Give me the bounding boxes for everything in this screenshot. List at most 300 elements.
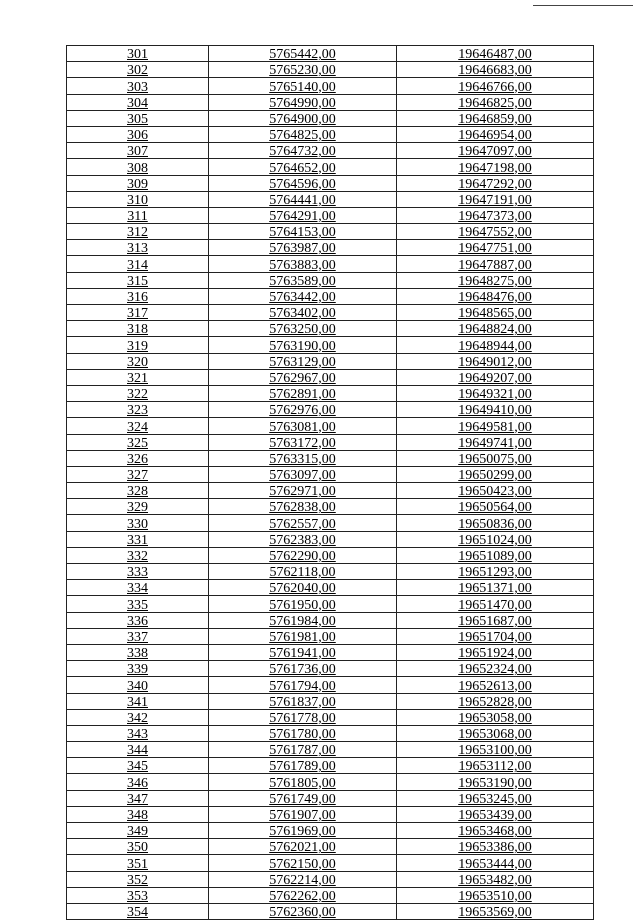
point-number-cell-text: 323: [127, 403, 148, 418]
table-row: [67, 887, 594, 903]
y-coordinate-cell-text: 19651024,00: [458, 532, 532, 548]
table-row: [67, 677, 594, 693]
x-coordinate-cell-text: 5763081,00: [269, 419, 336, 434]
point-number-cell: [67, 256, 209, 272]
y-coordinate-cell-text: 19650299,00: [458, 468, 532, 483]
y-coordinate-cell-text: 19653245,00: [458, 791, 532, 807]
x-coordinate-cell-text: 5761780,00: [269, 727, 336, 742]
y-coordinate-cell: [397, 693, 594, 709]
y-coordinate-cell-text: 19649321,00: [458, 387, 532, 402]
y-coordinate-cell-text: 19653386,00: [458, 840, 532, 855]
point-number-cell-text: 325: [127, 435, 148, 451]
y-coordinate-cell: [397, 175, 594, 191]
y-coordinate-cell-text: 19651089,00: [458, 549, 532, 564]
x-coordinate-cell-text: 5762971,00: [269, 484, 336, 499]
point-number-cell-text: 304: [127, 95, 148, 111]
x-coordinate-cell-text: 5762118,00: [269, 565, 336, 580]
table-row: [67, 564, 594, 580]
x-coordinate-cell-text: 5763129,00: [269, 354, 336, 370]
point-number-cell: [67, 240, 209, 256]
table-row: [67, 806, 594, 822]
x-coordinate-cell-text: 5765230,00: [269, 63, 336, 78]
x-coordinate-cell-text: 5762021,00: [269, 840, 336, 855]
x-coordinate-cell: [209, 159, 397, 175]
point-number-cell-text: 328: [127, 484, 148, 499]
y-coordinate-cell-text: 19649581,00: [458, 419, 532, 434]
y-coordinate-cell: [397, 903, 594, 919]
point-number-cell: [67, 596, 209, 612]
x-coordinate-cell-text: 5763097,00: [269, 468, 336, 483]
point-number-cell-text: 336: [127, 613, 148, 629]
y-coordinate-cell: [397, 774, 594, 790]
y-coordinate-cell-text: 19652613,00: [458, 678, 532, 693]
point-number-cell-text: 344: [127, 743, 148, 758]
point-number-cell: [67, 531, 209, 547]
x-coordinate-cell: [209, 126, 397, 142]
point-number-cell: [67, 110, 209, 126]
x-coordinate-cell: [209, 240, 397, 256]
point-number-cell: [67, 305, 209, 321]
y-coordinate-cell: [397, 547, 594, 563]
y-coordinate-cell-text: 19651704,00: [458, 629, 532, 645]
point-number-cell: [67, 434, 209, 450]
x-coordinate-cell: [209, 774, 397, 790]
x-coordinate-cell-text: 5764441,00: [269, 192, 336, 208]
x-coordinate-cell: [209, 709, 397, 725]
y-coordinate-cell-text: 19646954,00: [458, 128, 532, 143]
table-row: [67, 742, 594, 758]
y-coordinate-cell: [397, 78, 594, 94]
point-number-cell: [67, 46, 209, 62]
y-coordinate-cell-text: 19653100,00: [458, 743, 532, 758]
y-coordinate-cell-text: 19649207,00: [458, 370, 532, 386]
table-row: [67, 272, 594, 288]
point-number-cell: [67, 224, 209, 240]
x-coordinate-cell: [209, 693, 397, 709]
point-number-cell-text: 349: [127, 824, 148, 839]
x-coordinate-cell: [209, 628, 397, 644]
x-coordinate-cell-text: 5761736,00: [269, 662, 336, 677]
point-number-cell: [67, 661, 209, 677]
y-coordinate-cell: [397, 62, 594, 78]
point-number-cell: [67, 580, 209, 596]
point-number-cell-text: 329: [127, 500, 148, 515]
point-number-cell: [67, 288, 209, 304]
x-coordinate-cell: [209, 725, 397, 741]
x-coordinate-cell-text: 5761950,00: [269, 597, 336, 613]
table-row: [67, 321, 594, 337]
y-coordinate-cell: [397, 369, 594, 385]
point-number-cell-text: 330: [127, 516, 148, 532]
y-coordinate-cell: [397, 839, 594, 855]
point-number-cell: [67, 191, 209, 207]
point-number-cell-text: 302: [127, 63, 148, 78]
x-coordinate-cell: [209, 353, 397, 369]
x-coordinate-cell-text: 5761794,00: [269, 678, 336, 693]
table-row: [67, 628, 594, 644]
point-number-cell: [67, 466, 209, 482]
x-coordinate-cell-text: 5762976,00: [269, 403, 336, 418]
point-number-cell: [67, 612, 209, 628]
point-number-cell-text: 332: [127, 549, 148, 564]
y-coordinate-cell: [397, 94, 594, 110]
y-coordinate-cell: [397, 240, 594, 256]
x-coordinate-cell: [209, 790, 397, 806]
point-number-cell-text: 310: [127, 192, 148, 208]
x-coordinate-cell-text: 5763315,00: [269, 451, 336, 467]
point-number-cell: [67, 693, 209, 709]
y-coordinate-cell-text: 19648944,00: [458, 338, 532, 354]
table-row: [67, 725, 594, 741]
y-coordinate-cell: [397, 466, 594, 482]
point-number-cell: [67, 547, 209, 563]
x-coordinate-cell: [209, 677, 397, 693]
y-coordinate-cell-text: 19648824,00: [458, 322, 532, 337]
point-number-cell: [67, 94, 209, 110]
y-coordinate-cell-text: 19650423,00: [458, 484, 532, 499]
point-number-cell-text: 306: [127, 128, 148, 143]
x-coordinate-cell-text: 5763987,00: [269, 241, 336, 256]
point-number-cell: [67, 369, 209, 385]
coordinates-table-body: [67, 46, 594, 920]
point-number-cell-text: 319: [127, 338, 148, 354]
x-coordinate-cell-text: 5761837,00: [269, 694, 336, 710]
y-coordinate-cell-text: 19646859,00: [458, 111, 532, 127]
x-coordinate-cell: [209, 596, 397, 612]
point-number-cell-text: 354: [127, 905, 148, 920]
point-number-cell: [67, 758, 209, 774]
x-coordinate-cell: [209, 402, 397, 418]
point-number-cell: [67, 628, 209, 644]
x-coordinate-cell-text: 5761941,00: [269, 646, 336, 661]
y-coordinate-cell: [397, 207, 594, 223]
table-row: [67, 175, 594, 191]
x-coordinate-cell: [209, 288, 397, 304]
y-coordinate-cell-text: 19651924,00: [458, 646, 532, 661]
y-coordinate-cell-text: 19647552,00: [458, 225, 532, 240]
point-number-cell: [67, 499, 209, 515]
y-coordinate-cell-text: 19646766,00: [458, 79, 532, 95]
x-coordinate-cell: [209, 483, 397, 499]
point-number-cell-text: 338: [127, 646, 148, 661]
y-coordinate-cell-text: 19653112,00: [458, 759, 532, 774]
point-number-cell-text: 305: [127, 111, 148, 127]
y-coordinate-cell: [397, 742, 594, 758]
y-coordinate-cell: [397, 515, 594, 531]
x-coordinate-cell-text: 5762891,00: [269, 387, 336, 402]
x-coordinate-cell: [209, 369, 397, 385]
point-number-cell-text: 322: [127, 387, 148, 402]
point-number-cell-text: 308: [127, 160, 148, 175]
x-coordinate-cell-text: 5763190,00: [269, 338, 336, 354]
point-number-cell: [67, 644, 209, 660]
y-coordinate-cell-text: 19649741,00: [458, 435, 532, 451]
y-coordinate-cell: [397, 758, 594, 774]
point-number-cell: [67, 839, 209, 855]
table-row: [67, 434, 594, 450]
point-number-cell: [67, 78, 209, 94]
y-coordinate-cell: [397, 855, 594, 871]
x-coordinate-cell: [209, 62, 397, 78]
x-coordinate-cell-text: 5761969,00: [269, 824, 336, 839]
point-number-cell-text: 311: [127, 209, 148, 224]
x-coordinate-cell-text: 5764652,00: [269, 160, 336, 175]
header-rule: [533, 5, 633, 6]
table-row: [67, 288, 594, 304]
point-number-cell-text: 334: [127, 581, 148, 596]
y-coordinate-cell: [397, 806, 594, 822]
y-coordinate-cell-text: 19651687,00: [458, 613, 532, 629]
point-number-cell-text: 313: [127, 241, 148, 256]
table-row: [67, 547, 594, 563]
table-row: [67, 499, 594, 515]
y-coordinate-cell: [397, 272, 594, 288]
y-coordinate-cell-text: 19647097,00: [458, 144, 532, 159]
y-coordinate-cell-text: 19653444,00: [458, 856, 532, 872]
x-coordinate-cell: [209, 272, 397, 288]
y-coordinate-cell-text: 19653468,00: [458, 824, 532, 839]
x-coordinate-cell: [209, 580, 397, 596]
x-coordinate-cell: [209, 644, 397, 660]
table-row: [67, 143, 594, 159]
y-coordinate-cell: [397, 402, 594, 418]
y-coordinate-cell-text: 19653068,00: [458, 727, 532, 742]
point-number-cell-text: 350: [127, 840, 148, 855]
y-coordinate-cell: [397, 531, 594, 547]
x-coordinate-cell: [209, 337, 397, 353]
point-number-cell: [67, 143, 209, 159]
x-coordinate-cell-text: 5761984,00: [269, 613, 336, 629]
y-coordinate-cell: [397, 580, 594, 596]
point-number-cell-text: 303: [127, 79, 148, 95]
x-coordinate-cell: [209, 385, 397, 401]
table-row: [67, 903, 594, 919]
x-coordinate-cell-text: 5761805,00: [269, 775, 336, 791]
x-coordinate-cell: [209, 871, 397, 887]
x-coordinate-cell: [209, 94, 397, 110]
point-number-cell: [67, 564, 209, 580]
y-coordinate-cell: [397, 191, 594, 207]
x-coordinate-cell: [209, 321, 397, 337]
table-row: [67, 369, 594, 385]
y-coordinate-cell-text: 19650075,00: [458, 451, 532, 467]
table-row: [67, 790, 594, 806]
y-coordinate-cell-text: 19651371,00: [458, 581, 532, 596]
point-number-cell: [67, 790, 209, 806]
x-coordinate-cell: [209, 806, 397, 822]
y-coordinate-cell: [397, 126, 594, 142]
x-coordinate-cell: [209, 499, 397, 515]
x-coordinate-cell: [209, 742, 397, 758]
x-coordinate-cell: [209, 839, 397, 855]
table-row: [67, 207, 594, 223]
x-coordinate-cell: [209, 46, 397, 62]
point-number-cell: [67, 353, 209, 369]
table-row: [67, 450, 594, 466]
y-coordinate-cell-text: 19646683,00: [458, 63, 532, 78]
y-coordinate-cell: [397, 499, 594, 515]
y-coordinate-cell-text: 19650564,00: [458, 500, 532, 515]
x-coordinate-cell-text: 5764825,00: [269, 128, 336, 143]
x-coordinate-cell-text: 5764732,00: [269, 144, 336, 159]
point-number-cell-text: 315: [127, 273, 148, 289]
point-number-cell: [67, 677, 209, 693]
x-coordinate-cell: [209, 515, 397, 531]
x-coordinate-cell: [209, 887, 397, 903]
x-coordinate-cell-text: 5762150,00: [269, 856, 336, 872]
x-coordinate-cell-text: 5763442,00: [269, 290, 336, 305]
y-coordinate-cell: [397, 823, 594, 839]
point-number-cell: [67, 823, 209, 839]
point-number-cell: [67, 855, 209, 871]
x-coordinate-cell-text: 5762967,00: [269, 370, 336, 386]
x-coordinate-cell-text: 5761787,00: [269, 743, 336, 758]
x-coordinate-cell-text: 5761981,00: [269, 629, 336, 645]
y-coordinate-cell: [397, 143, 594, 159]
y-coordinate-cell: [397, 871, 594, 887]
y-coordinate-cell: [397, 725, 594, 741]
table-row: [67, 596, 594, 612]
y-coordinate-cell-text: 19651293,00: [458, 565, 532, 580]
point-number-cell: [67, 337, 209, 353]
point-number-cell: [67, 385, 209, 401]
y-coordinate-cell: [397, 483, 594, 499]
x-coordinate-cell: [209, 143, 397, 159]
x-coordinate-cell-text: 5764291,00: [269, 209, 336, 224]
x-coordinate-cell-text: 5761778,00: [269, 710, 336, 726]
y-coordinate-cell: [397, 385, 594, 401]
coordinates-table-container: [66, 45, 593, 920]
point-number-cell-text: 307: [127, 144, 148, 159]
y-coordinate-cell: [397, 418, 594, 434]
y-coordinate-cell: [397, 596, 594, 612]
coordinates-table: [66, 45, 594, 920]
y-coordinate-cell-text: 19653190,00: [458, 775, 532, 791]
y-coordinate-cell-text: 19653510,00: [458, 888, 532, 904]
table-row: [67, 256, 594, 272]
y-coordinate-cell: [397, 790, 594, 806]
point-number-cell-text: 341: [127, 694, 148, 710]
point-number-cell: [67, 774, 209, 790]
table-row: [67, 871, 594, 887]
point-number-cell: [67, 272, 209, 288]
x-coordinate-cell-text: 5762838,00: [269, 500, 336, 515]
x-coordinate-cell-text: 5762360,00: [269, 905, 336, 920]
point-number-cell-text: 321: [127, 370, 148, 386]
x-coordinate-cell-text: 5762290,00: [269, 549, 336, 564]
x-coordinate-cell-text: 5762040,00: [269, 581, 336, 596]
point-number-cell: [67, 62, 209, 78]
x-coordinate-cell-text: 5761907,00: [269, 808, 336, 823]
y-coordinate-cell: [397, 321, 594, 337]
y-coordinate-cell-text: 19648476,00: [458, 290, 532, 305]
y-coordinate-cell-text: 19653482,00: [458, 872, 532, 888]
table-row: [67, 337, 594, 353]
y-coordinate-cell: [397, 612, 594, 628]
y-coordinate-cell-text: 19647191,00: [458, 192, 532, 208]
x-coordinate-cell: [209, 466, 397, 482]
point-number-cell-text: 353: [127, 888, 148, 904]
point-number-cell: [67, 903, 209, 919]
x-coordinate-cell-text: 5763250,00: [269, 322, 336, 337]
y-coordinate-cell-text: 19653569,00: [458, 905, 532, 920]
y-coordinate-cell: [397, 661, 594, 677]
x-coordinate-cell: [209, 661, 397, 677]
y-coordinate-cell-text: 19653439,00: [458, 808, 532, 823]
point-number-cell-text: 318: [127, 322, 148, 337]
x-coordinate-cell: [209, 855, 397, 871]
y-coordinate-cell: [397, 46, 594, 62]
point-number-cell: [67, 402, 209, 418]
x-coordinate-cell: [209, 758, 397, 774]
x-coordinate-cell: [209, 256, 397, 272]
point-number-cell: [67, 126, 209, 142]
x-coordinate-cell: [209, 175, 397, 191]
y-coordinate-cell-text: 19650836,00: [458, 516, 532, 532]
x-coordinate-cell: [209, 418, 397, 434]
x-coordinate-cell: [209, 564, 397, 580]
table-row: [67, 305, 594, 321]
point-number-cell: [67, 725, 209, 741]
table-row: [67, 580, 594, 596]
point-number-cell-text: 301: [127, 47, 148, 62]
point-number-cell: [67, 742, 209, 758]
x-coordinate-cell: [209, 903, 397, 919]
point-number-cell-text: 335: [127, 597, 148, 613]
table-row: [67, 385, 594, 401]
point-number-cell: [67, 806, 209, 822]
table-row: [67, 823, 594, 839]
table-row: [67, 709, 594, 725]
y-coordinate-cell: [397, 628, 594, 644]
table-row: [67, 110, 594, 126]
table-row: [67, 693, 594, 709]
y-coordinate-cell: [397, 288, 594, 304]
point-number-cell-text: 351: [127, 856, 148, 872]
y-coordinate-cell: [397, 110, 594, 126]
x-coordinate-cell-text: 5762262,00: [269, 888, 336, 904]
x-coordinate-cell: [209, 531, 397, 547]
point-number-cell: [67, 709, 209, 725]
point-number-cell-text: 333: [127, 565, 148, 580]
point-number-cell-text: 337: [127, 629, 148, 645]
x-coordinate-cell-text: 5765442,00: [269, 47, 336, 62]
table-row: [67, 191, 594, 207]
y-coordinate-cell-text: 19647198,00: [458, 160, 532, 175]
x-coordinate-cell: [209, 207, 397, 223]
point-number-cell: [67, 483, 209, 499]
x-coordinate-cell-text: 5763402,00: [269, 306, 336, 321]
y-coordinate-cell: [397, 305, 594, 321]
y-coordinate-cell-text: 19649012,00: [458, 354, 532, 370]
point-number-cell-text: 348: [127, 808, 148, 823]
x-coordinate-cell: [209, 823, 397, 839]
x-coordinate-cell: [209, 110, 397, 126]
table-row: [67, 483, 594, 499]
point-number-cell: [67, 175, 209, 191]
x-coordinate-cell-text: 5763589,00: [269, 273, 336, 289]
y-coordinate-cell-text: 19647373,00: [458, 209, 532, 224]
x-coordinate-cell: [209, 434, 397, 450]
y-coordinate-cell: [397, 564, 594, 580]
table-row: [67, 240, 594, 256]
point-number-cell-text: 312: [127, 225, 148, 240]
point-number-cell-text: 316: [127, 290, 148, 305]
x-coordinate-cell: [209, 78, 397, 94]
point-number-cell: [67, 515, 209, 531]
y-coordinate-cell: [397, 434, 594, 450]
x-coordinate-cell-text: 5761789,00: [269, 759, 336, 774]
